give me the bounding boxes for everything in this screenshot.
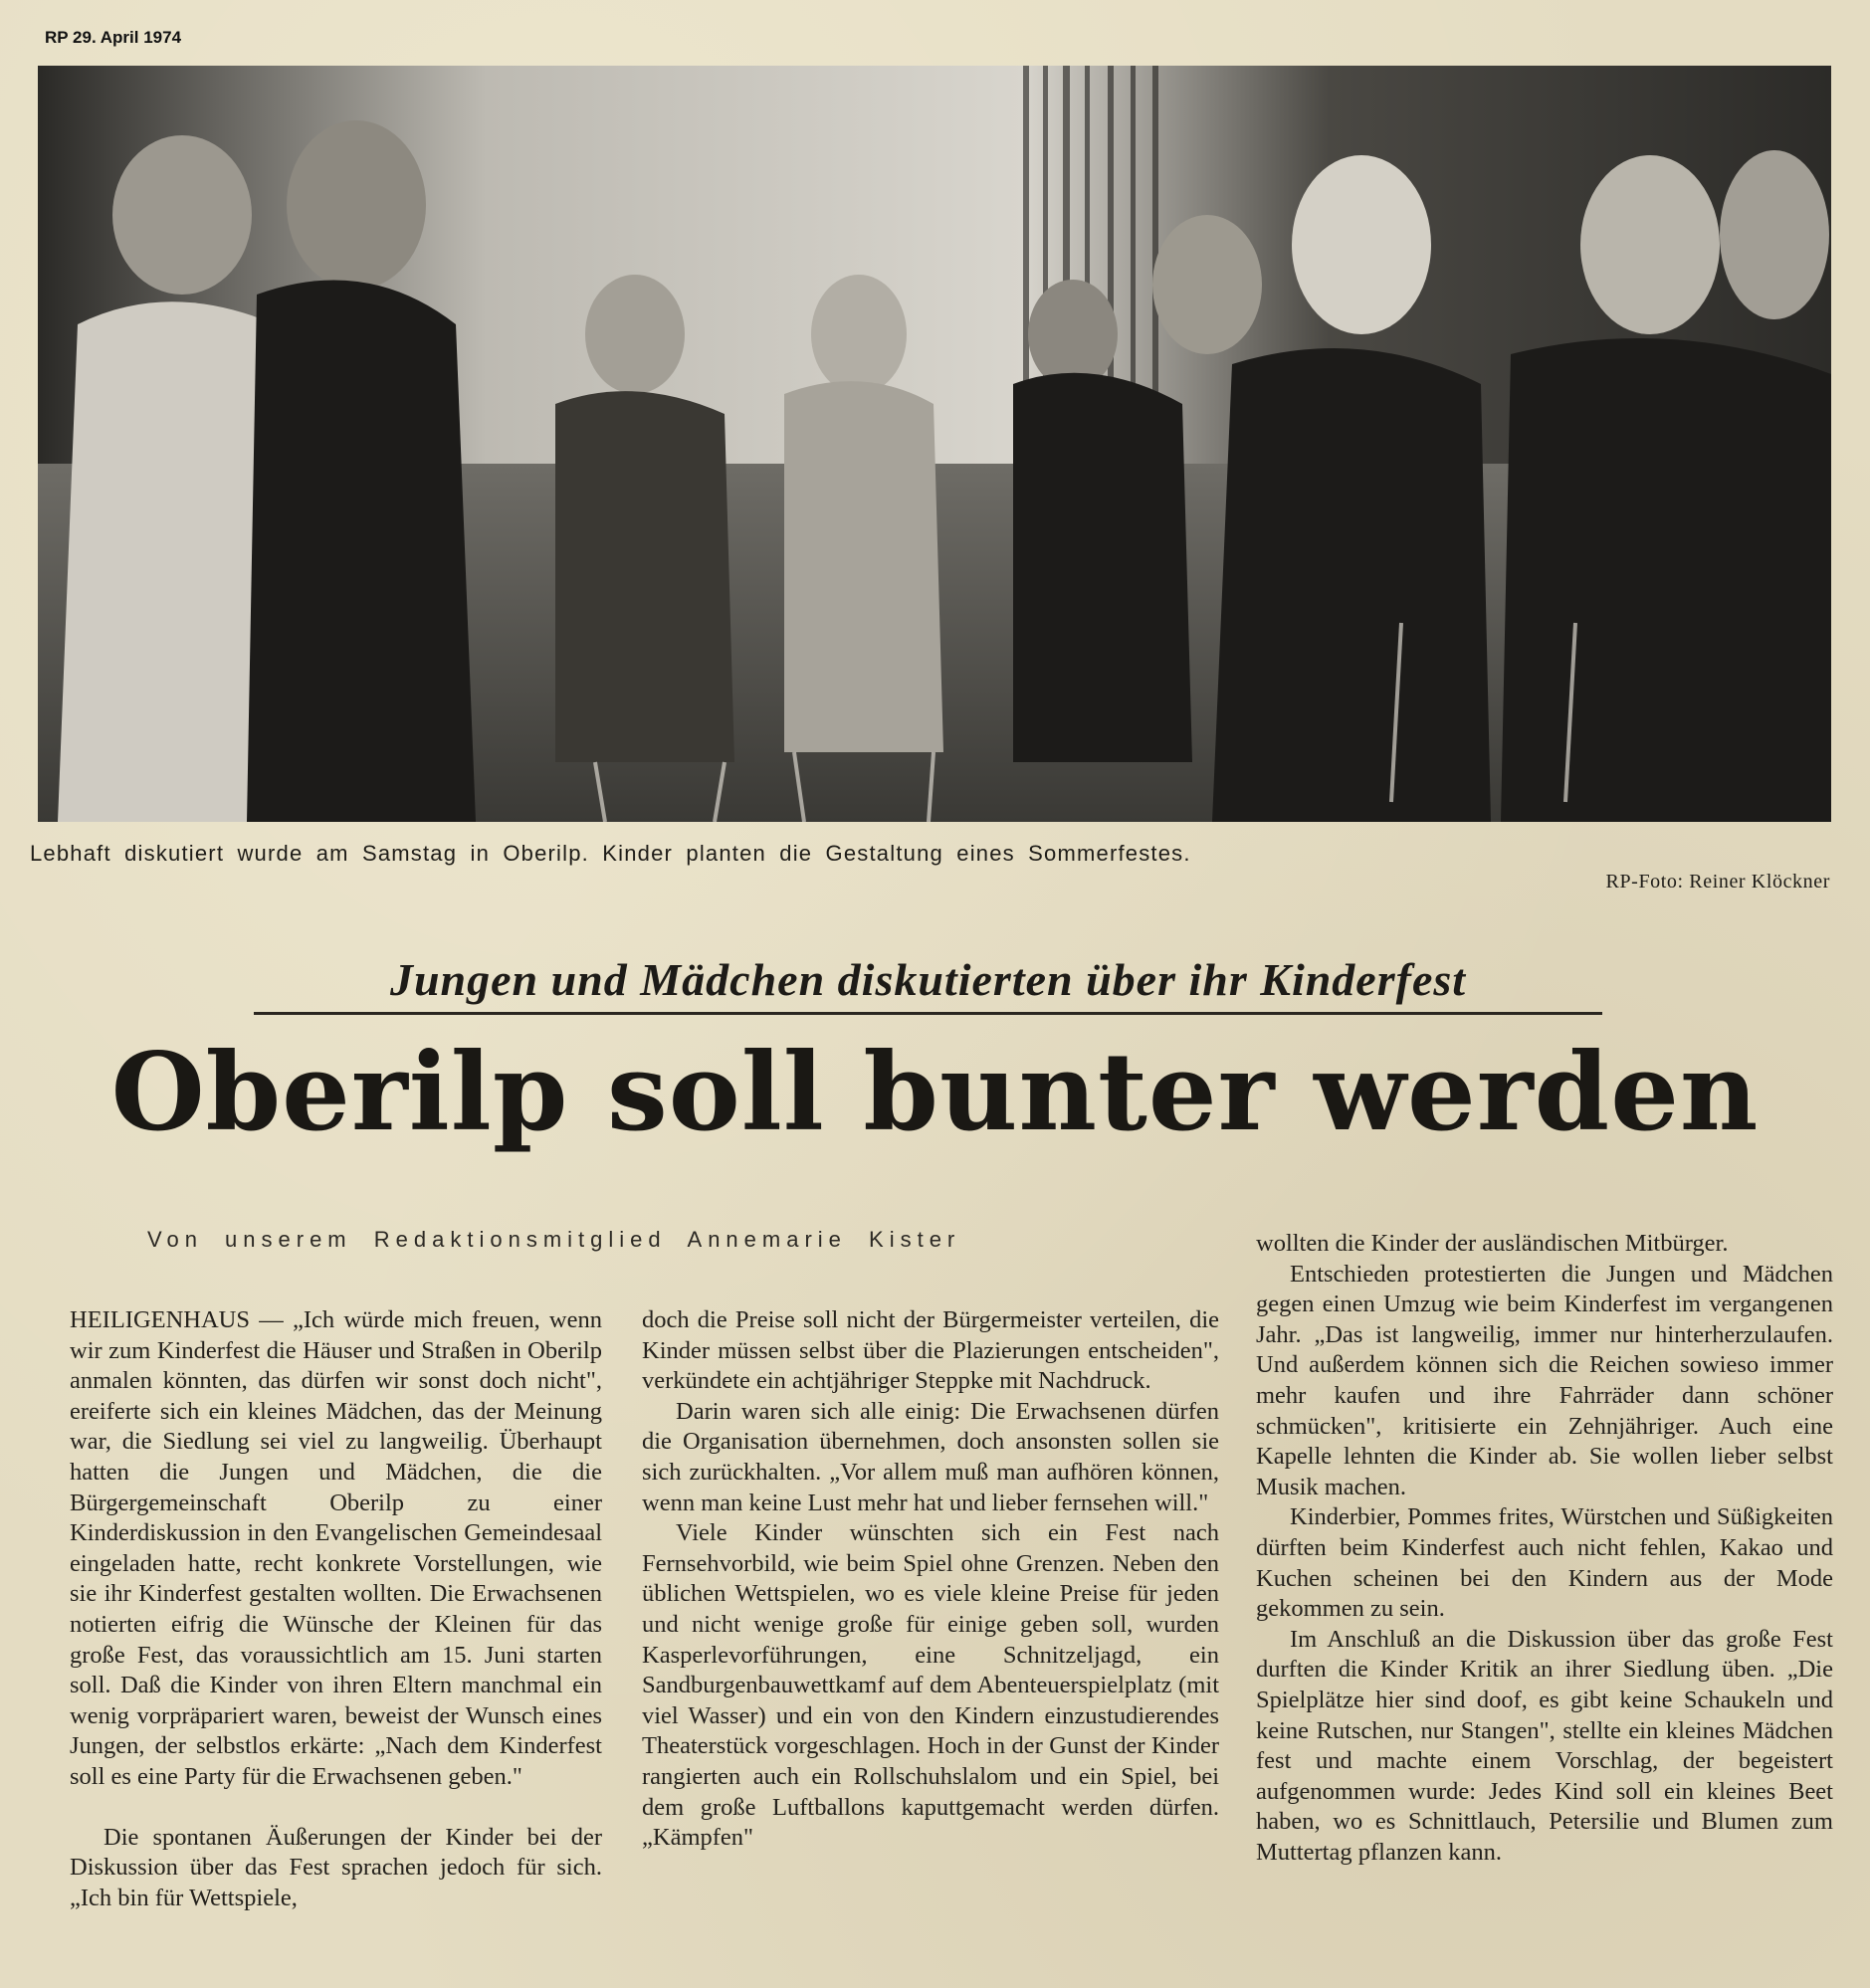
- paragraph: Entschieden protestierten die Jungen und Mädchen gegen einen Umzug wie beim Kinderfest im vergangenen Jahr. „Das ist langweilig, immer nur hinterherzulaufen. Und außerdem können sich die Reichen sowieso immer mehr kaufen und ihre Fahrräder dann schöner schmücken", kritisierte ein Zehnjähriger. Auch eine Kapelle lehnten die Kinder ab. Sie wollen lieber selbst Musik machen.: [1256, 1260, 1833, 1500]
- article-photo: [38, 66, 1831, 822]
- photo-image: [38, 66, 1831, 822]
- paragraph: Darin waren sich alle einig: Die Erwachsenen dürfen die Organisation übernehmen, doch ansonsten sollen sie sich zurückhalten. „Vor allem muß man aufhören können, wenn man keine Lust mehr hat und lieber fernsehen will.": [642, 1397, 1219, 1516]
- photo-caption: Lebhaft diskutiert wurde am Samstag in Oberilp. Kinder planten die Gestaltung eines Sommerfestes.: [30, 841, 1191, 866]
- paragraph: Im Anschluß an die Diskussion über das große Fest durften die Kinder Kritik an ihrer Siedlung üben. „Die Spielplätze hier sind doof, es gibt keine Schaukeln und keine Rutschen, nur Stangen", stellte ein kleines Mädchen fest und machte einem Vorschlag, der begeistert aufgenommen wurde: Jedes Kind soll ein kleines Beet haben, wo es Schnittlauch, Petersilie und Blumen zum Muttertag pflanzen kann.: [1256, 1625, 1833, 1866]
- paragraph: doch die Preise soll nicht der Bürgermeister verteilen, die Kinder müssen selbst über die Plazierungen entscheiden", verkündete ein achtjähriger Steppke mit Nachdruck.: [642, 1306, 1219, 1395]
- article-column-2: [642, 1305, 1219, 1854]
- article-byline: Von unserem Redaktionsmitglied Annemarie Kister: [147, 1227, 961, 1252]
- article-headline: Oberilp soll bunter werden: [110, 1030, 1760, 1155]
- paragraph: Kinderbier, Pommes frites, Würstchen und Süßigkeiten dürften beim Kinderfest auch nicht fehlen, Kakao und Kuchen scheinen bei den Kindern aus der Mode gekommen zu sein.: [1256, 1503, 1833, 1623]
- paragraph: wollten die Kinder der ausländischen Mitbürger.: [1256, 1230, 1729, 1257]
- article-column-1: [70, 1305, 602, 1913]
- paragraph: Die spontanen Äußerungen der Kinder bei der Diskussion über das Fest sprachen jedoch für sich. „Ich bin für Wettspiele,: [70, 1823, 602, 1911]
- paragraph: Viele Kinder wünschten sich ein Fest nach Fernsehvorbild, wie beim Spiel ohne Grenzen. Neben den üblichen Wettspielen, wo es viele kleine Preise für jeden und nicht wenige große für einige geben soll, wurden Kasperlevorführungen, eine Schnitzeljagd, ein Sandburgenbauwettkamf auf dem Abenteuerspielplatz (mit viel Wasser) und ein von den Kindern einzustudierendes Theaterstück vorgeschlagen. Hoch in der Gunst der Kinder rangierten auch ein Rollschuhslalom und ein Spiel, bei dem große Luftballons kaputtgemacht werden dürfen. „Kämpfen": [642, 1519, 1219, 1852]
- paragraph: HEILIGENHAUS — „Ich würde mich freuen, wenn wir zum Kinderfest die Häuser und Straßen in Oberilp anmalen könnten, das dürfen wir sonst doch nicht", ereiferte sich ein kleines Mädchen, das der Meinung war, die Siedlung sei viel zu langweilig. Überhaupt hatten die Jungen und Mädchen, die die Bürgergemeinschaft Oberilp zu einer Kinderdiskussion in den Evangelischen Gemeindesaal eingeladen hatte, recht konkrete Vorstellungen, wie sie ihr Kinderfest gestalten wollten. Die Erwachsenen notierten eifrig die Wünsche der Kleinen für das große Fest, das voraussichtlich am 15. Juni starten soll. Daß die Kinder von ihren Eltern manchmal ein wenig vorpräpariert waren, beweist der Wunsch eines Jungen, der selbstlos erkärte: „Nach dem Kinderfest soll es eine Party für die Erwachsenen geben.": [70, 1306, 602, 1790]
- source-note: RP 29. April 1974: [45, 28, 182, 47]
- article-kicker: Jungen und Mädchen diskutierten über ihr Kinderfest: [254, 953, 1602, 1015]
- photo-credit: RP-Foto: Reiner Klöckner: [1605, 871, 1830, 893]
- article-column-3: [1256, 1229, 1833, 1868]
